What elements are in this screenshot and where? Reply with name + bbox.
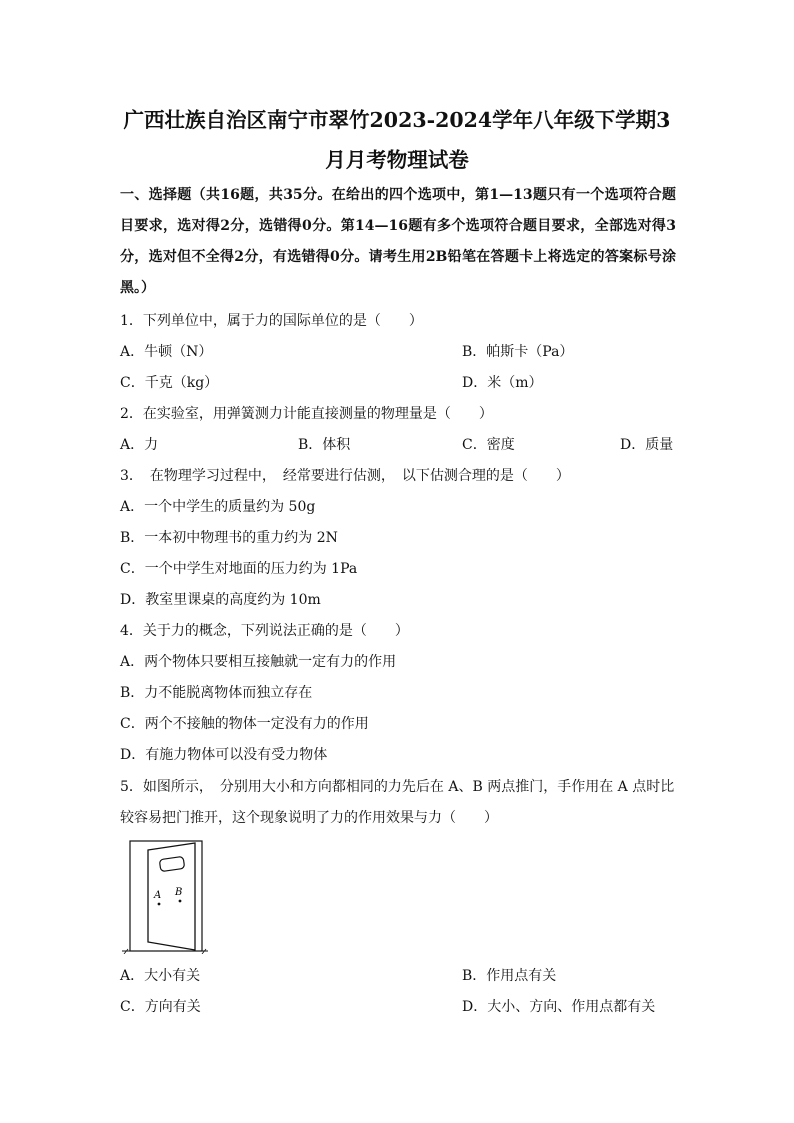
exam-title-line1: 广西壮族自治区南宁市翠竹2023-2024学年八年级下学期3 — [123, 108, 671, 132]
question-3-option-a: A．一个中学生的质量约为 50g — [120, 499, 316, 515]
question-1-option-a: A．牛顿（N） — [120, 344, 213, 360]
question-1-stem: 1．下列单位中，属于力的国际单位的是（ ） — [120, 313, 423, 329]
door-figure — [120, 838, 210, 954]
question-2-option-c: C．密度 — [462, 437, 515, 453]
question-2-stem: 2．在实验室，用弹簧测力计能直接测量的物理量是（ ） — [120, 406, 493, 422]
section-heading: 一、选择题（共16题，共35分。在给出的四个选项中，第1—13题只有一个选项符合题目要求，选对得2分，选错得0分。第14—16题有多个选项符合题目要求，全部选对得3分，选对但不全得2分，有选错得0分。请考生用2B铅笔在答题卡上将选定的答案标号涂黑。） — [120, 187, 676, 296]
question-3-option-c: C．一个中学生对地面的压力约为 1Pa — [120, 561, 358, 577]
question-3-stem: 3． 在物理学习过程中， 经常要进行估测， 以下估测合理的是（ ） — [120, 468, 570, 484]
question-3-option-b: B．一本初中物理书的重力约为 2N — [120, 530, 338, 546]
question-1-option-c: C．千克（kg） — [120, 375, 219, 391]
question-2-option-d: D．质量 — [620, 437, 674, 453]
question-4-stem: 4．关于力的概念，下列说法正确的是（ ） — [120, 623, 409, 639]
question-5-option-c: C．方向有关 — [120, 999, 201, 1015]
question-5-stem-line2: 较容易把门推开，这个现象说明了力的作用效果与力（ ） — [120, 810, 498, 826]
question-3-option-d: D．教室里课桌的高度约为 10m — [120, 592, 321, 608]
question-2-option-b: B．体积 — [298, 437, 351, 453]
exam-title-line2: 月月考物理试卷 — [325, 148, 469, 172]
point-a-label: A — [154, 890, 162, 901]
question-4-option-b: B．力不能脱离物体而独立存在 — [120, 685, 313, 701]
question-2-option-a: A．力 — [120, 437, 159, 453]
question-5-stem-line1: 5．如图所示， 分别用大小和方向都相同的力先后在 A、B 两点推门，手作用在 A 点时比 — [120, 779, 675, 795]
question-4-option-c: C．两个不接触的物体一定没有力的作用 — [120, 716, 369, 732]
question-4-option-d: D．有施力物体可以没有受力物体 — [120, 747, 328, 763]
question-5-option-d: D．大小、方向、作用点都有关 — [462, 999, 656, 1015]
question-5-option-a: A．大小有关 — [120, 968, 201, 984]
question-4-option-a: A．两个物体只要相互接触就一定有力的作用 — [120, 654, 397, 670]
point-b-label: B — [175, 887, 183, 898]
question-1-option-b: B．帕斯卡（Pa） — [462, 344, 574, 360]
question-5-option-b: B．作用点有关 — [462, 968, 557, 984]
question-1-option-d: D．米（m） — [462, 375, 543, 391]
